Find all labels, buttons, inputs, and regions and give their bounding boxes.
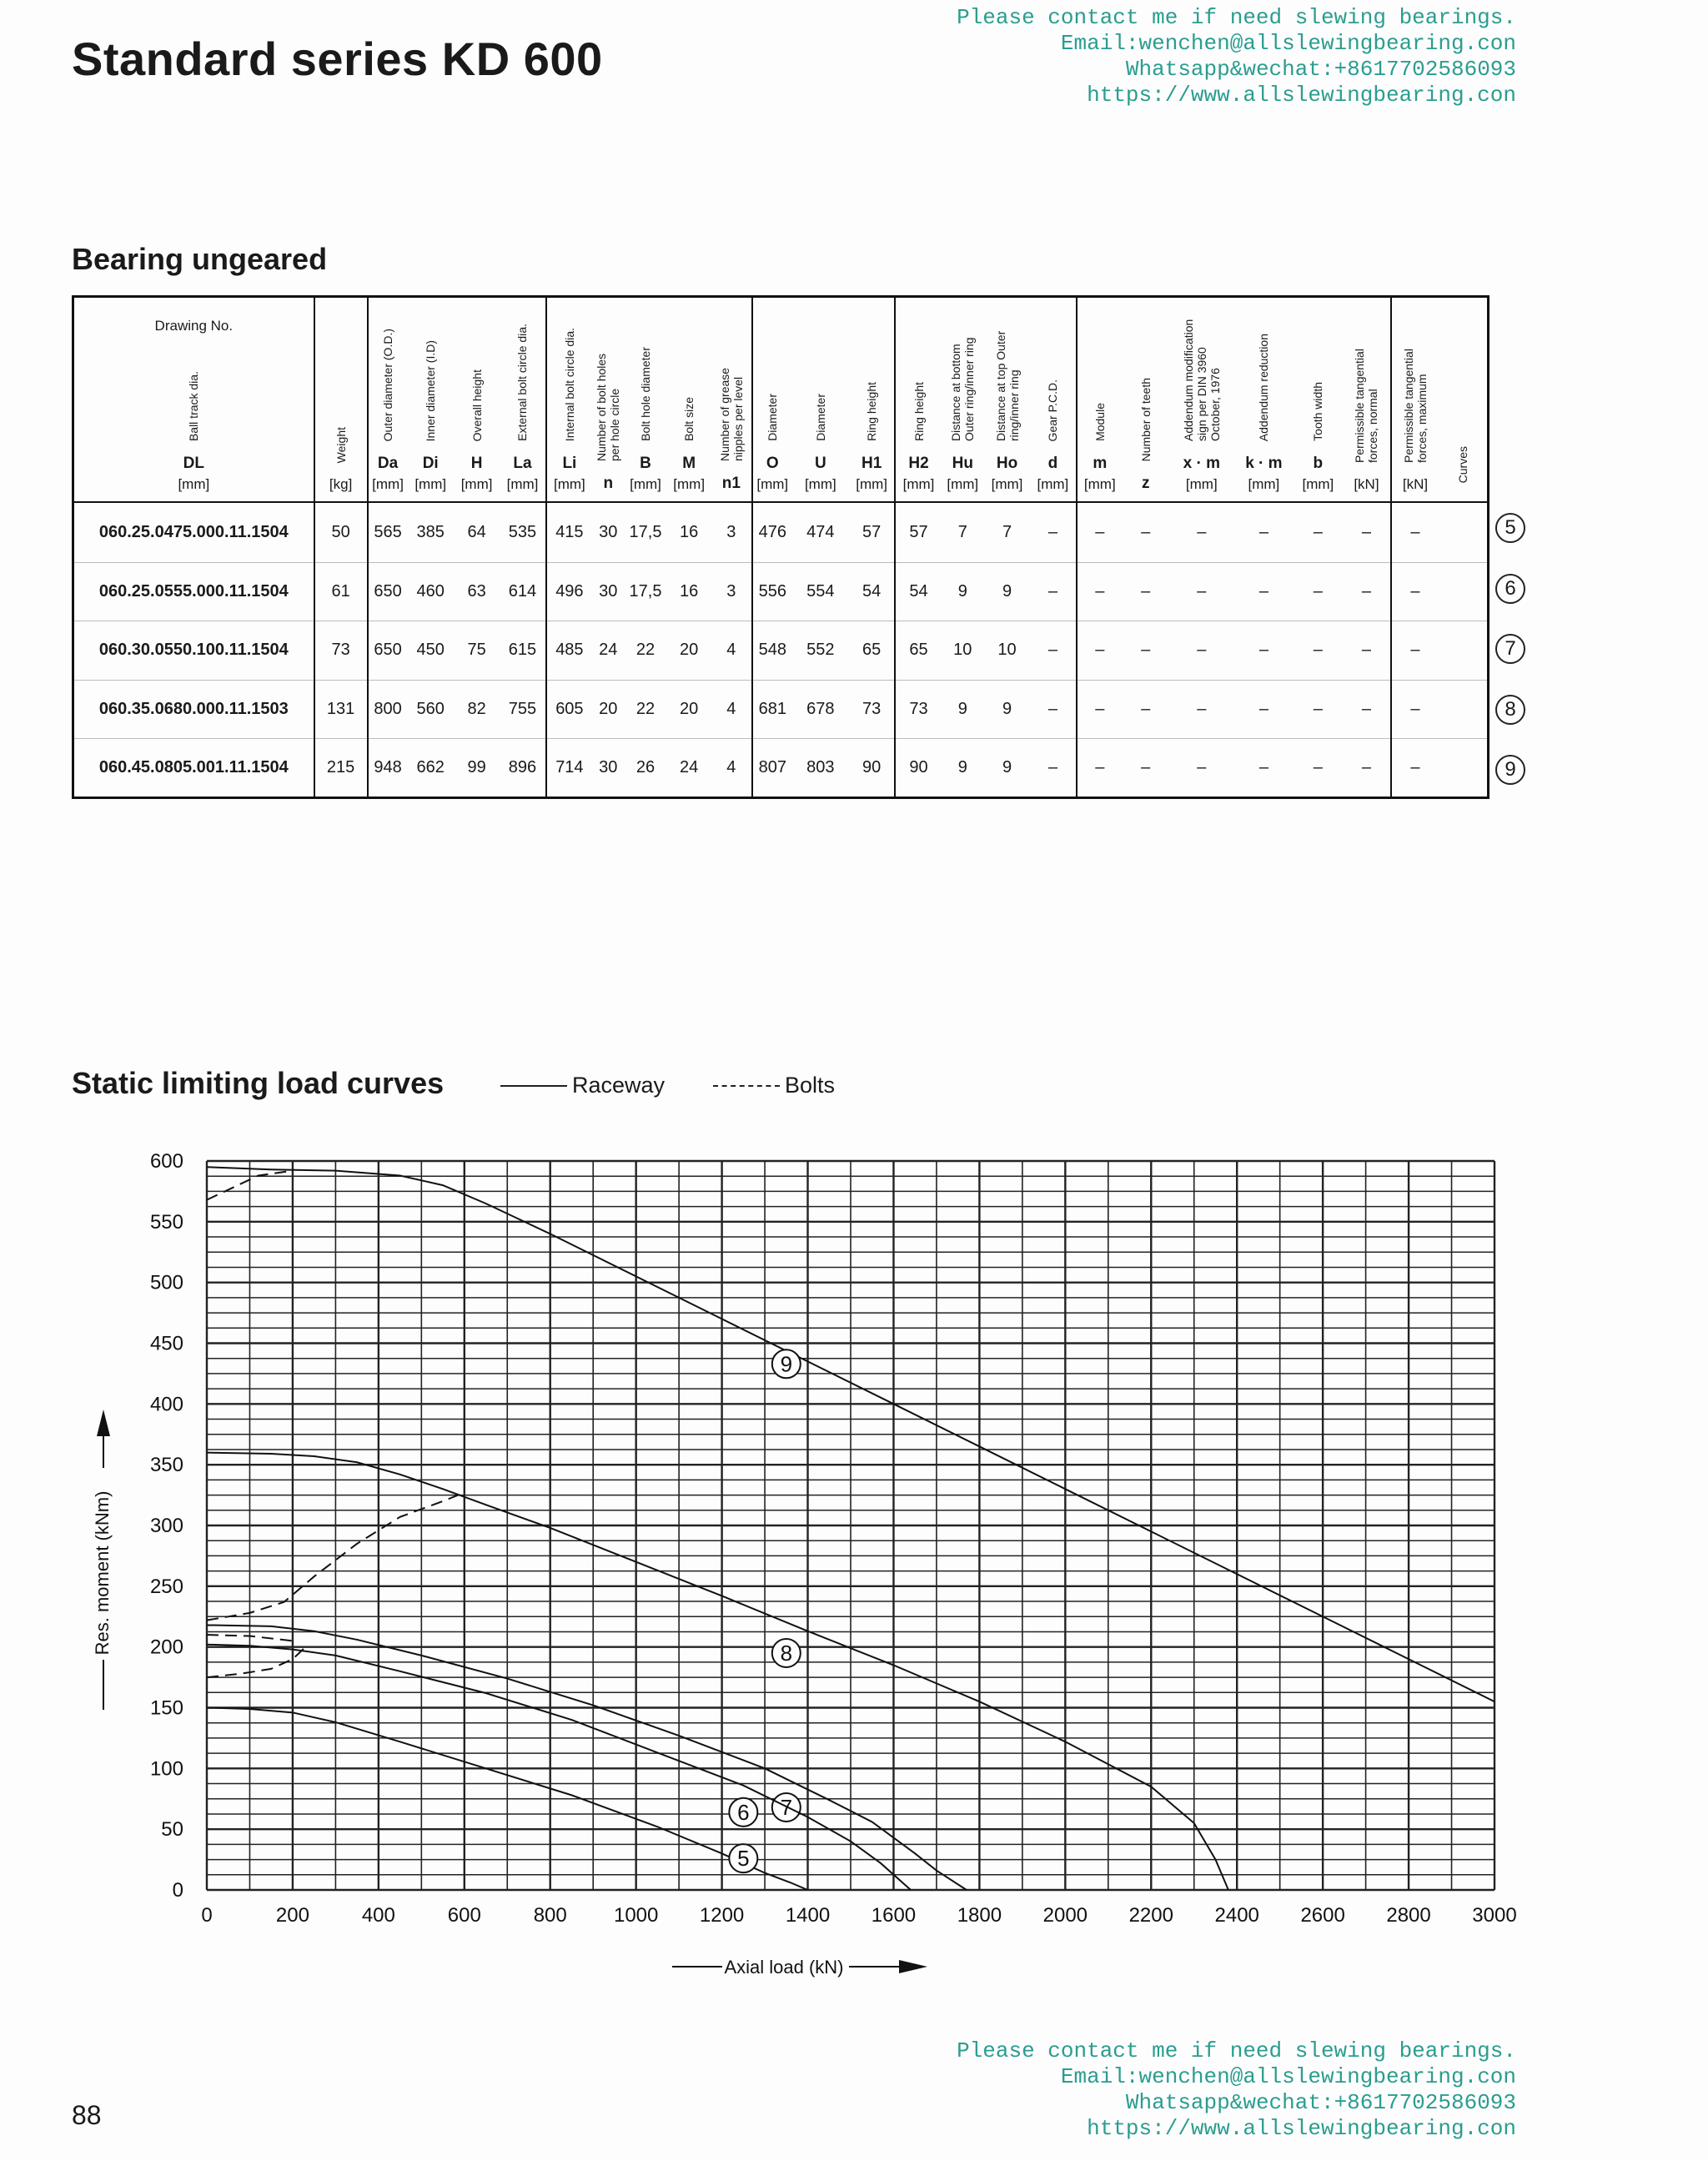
column-label: Ball track dia. <box>187 370 201 441</box>
contact-email: Email:wenchen@allslewingbearing.con <box>1060 31 1516 56</box>
contact-line: Please contact me if need slewing bearings. <box>957 2038 1516 2063</box>
y-tick-label: 50 <box>161 1818 183 1842</box>
table-cell: – <box>1168 502 1234 562</box>
column-symbol: x · m <box>1183 455 1220 472</box>
column-label: Inner diameter (I.D) <box>424 339 438 441</box>
table-cell: – <box>1197 758 1207 777</box>
table-cell: – <box>1234 621 1293 681</box>
x-tick-label: 2000 <box>1042 1904 1088 1927</box>
column-unit: [mm] <box>553 476 585 492</box>
x-tick-label: 1000 <box>613 1904 659 1927</box>
drawing-number: 060.25.0555.000.11.1504 <box>74 562 314 621</box>
column-label: Bolt size <box>682 397 696 441</box>
table-cell: – <box>1077 680 1123 739</box>
drawing-number: 060.35.0680.000.11.1503 <box>74 680 314 739</box>
column-label: Outer diameter (O.D.) <box>381 328 395 441</box>
x-tick-label: 600 <box>447 1904 481 1927</box>
curve-5-label: 5 <box>737 1846 750 1872</box>
legend-bolts-label: Bolts <box>785 1073 836 1098</box>
table-cell: 714 <box>546 739 592 797</box>
table-cell: 807 <box>752 739 792 797</box>
column-symbol: H1 <box>861 455 882 472</box>
x-tick-label: 400 <box>361 1904 395 1927</box>
table-cell: – <box>1047 758 1057 777</box>
table-cell: – <box>1313 758 1323 777</box>
table-section-title: Bearing ungeared <box>72 242 328 276</box>
curve-8-raceway <box>207 1453 1228 1890</box>
y-tick-label: 250 <box>149 1575 183 1598</box>
table-cell: – <box>1391 502 1439 562</box>
column-unit: [mm] <box>630 476 661 492</box>
y-tick-label: 100 <box>149 1757 183 1781</box>
column-label: Number of teeth <box>1138 377 1153 461</box>
table-cell: 4 <box>711 680 752 739</box>
table-cell: 131 <box>314 680 368 739</box>
x-axis-label: Axial load (kN) <box>724 1957 844 1978</box>
column-label: Distance at bottom Outer ring/inner ring <box>949 337 977 441</box>
table-cell: 24 <box>592 621 624 681</box>
column-symbol: O <box>766 455 779 472</box>
table-cell: 64 <box>454 502 500 562</box>
table-cell: 20 <box>667 621 711 681</box>
x-tick-label: 0 <box>201 1904 213 1927</box>
table-cell: – <box>1361 758 1372 777</box>
table-cell: – <box>1294 502 1344 562</box>
column-symbol: m <box>1093 455 1108 472</box>
column-symbol: DL <box>183 455 204 472</box>
curve-7-raceway <box>207 1625 967 1890</box>
table-cell: – <box>1391 739 1439 797</box>
curve-number-marker: 7 <box>1495 634 1525 664</box>
table-cell: – <box>1077 562 1123 621</box>
column-unit: [mm] <box>1037 476 1069 492</box>
table-cell: 556 <box>752 562 792 621</box>
y-axis-label: Res. moment (kNm) <box>92 1490 113 1656</box>
column-label: Bolt hole diameter <box>638 347 652 441</box>
table-cell: 54 <box>849 562 895 621</box>
table-cell: 17,5 <box>624 562 666 621</box>
contact-url: https://www.allslewingbearing.con <box>1087 2116 1516 2141</box>
table-cell: 535 <box>500 502 545 562</box>
table-cell: 4 <box>711 621 752 681</box>
table-cell: – <box>1234 562 1293 621</box>
y-tick-label: 500 <box>149 1271 183 1294</box>
table-cell: – <box>1168 621 1234 681</box>
table-cell: – <box>1030 502 1076 562</box>
column-symbol: d <box>1047 455 1058 472</box>
column-label: Overall height <box>470 369 484 441</box>
table-cell: 22 <box>624 680 666 739</box>
column-symbol: La <box>513 455 532 472</box>
table-cell: 415 <box>546 502 592 562</box>
column-unit: [mm] <box>372 476 404 492</box>
x-tick-label: 2400 <box>1214 1904 1259 1927</box>
table-cell: – <box>1343 562 1391 621</box>
column-label: Tooth width <box>1311 382 1325 441</box>
column-label: External bolt circle dia. <box>515 324 530 441</box>
x-axis-arrow-head <box>899 1960 927 1973</box>
contact-info-bottom <box>957 2038 1516 2142</box>
table-cell: 948 <box>368 739 408 797</box>
table-cell: – <box>1391 621 1439 681</box>
column-symbol: b <box>1313 455 1324 472</box>
table-cell: 10 <box>942 621 984 681</box>
table-cell: 82 <box>454 680 500 739</box>
table-cell: 4 <box>726 758 736 777</box>
table-cell: – <box>1234 680 1293 739</box>
table-cell: 7 <box>984 502 1030 562</box>
y-tick-label: 300 <box>149 1515 183 1537</box>
table-cell: 99 <box>467 758 486 777</box>
table-cell: 65 <box>895 621 941 681</box>
column-symbol: Hu <box>952 455 973 472</box>
table-cell: 9 <box>942 562 984 621</box>
legend-raceway-label: Raceway <box>572 1073 666 1098</box>
table-cell: 678 <box>792 680 849 739</box>
table-cell: 73 <box>895 680 941 739</box>
column-unit: [kN] <box>1354 476 1379 492</box>
table-cell: 30 <box>599 758 618 777</box>
table-cell: – <box>1343 680 1391 739</box>
y-tick-label: 550 <box>149 1210 183 1234</box>
table-cell: 75 <box>454 621 500 681</box>
x-tick-label: 800 <box>533 1904 567 1927</box>
table-cell: – <box>1234 502 1293 562</box>
table-cell: 9 <box>984 562 1030 621</box>
table-cell: – <box>1168 562 1234 621</box>
column-unit: [mm] <box>673 476 706 492</box>
table-cell: – <box>1030 680 1076 739</box>
table-cell: 30 <box>592 562 624 621</box>
table-cell: – <box>1123 621 1168 681</box>
column-symbol: z <box>1141 475 1150 492</box>
column-label: Permissible tangential forces, normal <box>1353 349 1380 463</box>
y-tick-label: 0 <box>172 1879 183 1902</box>
table-cell: 662 <box>416 758 445 777</box>
curve-number-marker: 5 <box>1495 513 1525 543</box>
y-tick-label: 400 <box>149 1393 183 1416</box>
column-label: Distance at top Outer ring/inner ring <box>993 330 1021 441</box>
table-cell: 681 <box>752 680 792 739</box>
table-cell: – <box>1391 680 1439 739</box>
column-label: Module <box>1093 403 1107 441</box>
column-symbol: n1 <box>721 475 741 492</box>
table-cell: – <box>1030 621 1076 681</box>
column-unit: [mm] <box>178 476 210 492</box>
curve-6-raceway <box>207 1645 911 1890</box>
y-tick-label: 450 <box>149 1332 183 1355</box>
curve-8-label: 8 <box>780 1640 793 1666</box>
column-symbol: M <box>682 455 696 472</box>
y-tick-label: 150 <box>149 1696 183 1720</box>
table-cell: 20 <box>592 680 624 739</box>
table-cell: 450 <box>408 621 454 681</box>
column-label: Diameter <box>766 394 780 441</box>
x-tick-label: 1400 <box>785 1904 831 1927</box>
curve-7-label: 7 <box>780 1794 793 1820</box>
table-cell: – <box>1077 739 1123 797</box>
contact-url: https://www.allslewingbearing.con <box>1087 83 1516 108</box>
column-unit: [mm] <box>1248 476 1280 492</box>
column-label: Permissible tangential forces, maximum <box>1401 349 1429 463</box>
column-symbol: H2 <box>908 455 929 472</box>
table-cell: 605 <box>546 680 592 739</box>
table-cell: 650 <box>368 562 408 621</box>
column-label: Number of bolt holes per hole circle <box>595 353 622 461</box>
drawing-no-label: Drawing No. <box>154 318 234 334</box>
contact-phone: Whatsapp&wechat:+8617702586093 <box>1125 57 1516 82</box>
page-title: Standard series KD 600 <box>72 33 603 85</box>
column-label: Curves <box>1456 445 1470 483</box>
column-symbol: U <box>814 455 826 472</box>
table-cell: 460 <box>408 562 454 621</box>
table-cell: – <box>1077 621 1123 681</box>
column-unit: [mm] <box>506 476 539 492</box>
table-cell: 9 <box>984 680 1030 739</box>
table-cell: 385 <box>408 502 454 562</box>
table-cell: 215 <box>314 739 368 797</box>
curve-number-marker: 6 <box>1495 574 1525 604</box>
table-cell: – <box>1141 758 1151 777</box>
table-cell: 22 <box>624 621 666 681</box>
table-cell: 57 <box>849 502 895 562</box>
contact-email: Email:wenchen@allslewingbearing.con <box>1060 2064 1516 2089</box>
table-cell: 650 <box>368 621 408 681</box>
table-cell: 73 <box>849 680 895 739</box>
table-cell: 560 <box>408 680 454 739</box>
table-cell: 3 <box>711 562 752 621</box>
table-cell: 7 <box>942 502 984 562</box>
column-unit: [mm] <box>1302 476 1334 492</box>
table-cell: 554 <box>792 562 849 621</box>
table-cell: – <box>1343 502 1391 562</box>
table-cell: 565 <box>368 502 408 562</box>
x-tick-label: 2600 <box>1300 1904 1345 1927</box>
table-cell: – <box>1123 680 1168 739</box>
drawing-number: 060.30.0550.100.11.1504 <box>74 621 314 681</box>
table-cell: – <box>1294 680 1344 739</box>
table-cell: 57 <box>895 502 941 562</box>
x-tick-label: 3000 <box>1472 1904 1517 1927</box>
table-cell: 476 <box>752 502 792 562</box>
column-unit: [mm] <box>1185 476 1218 492</box>
column-unit: [mm] <box>856 476 887 492</box>
table-cell: 10 <box>984 621 1030 681</box>
table-cell: 9 <box>942 680 984 739</box>
table-cell: – <box>1123 562 1168 621</box>
column-unit: [mm] <box>991 476 1023 492</box>
column-label: Internal bolt circle dia. <box>562 327 576 441</box>
table-cell: 90 <box>862 758 882 777</box>
column-unit: [mm] <box>460 476 493 492</box>
column-symbol: Li <box>562 455 577 472</box>
column-unit: [mm] <box>902 476 935 492</box>
column-unit: [mm] <box>756 476 789 492</box>
table-cell: 90 <box>895 739 941 797</box>
y-tick-label: 350 <box>149 1454 183 1477</box>
contact-phone: Whatsapp&wechat:+8617702586093 <box>1125 2090 1516 2115</box>
table-cell: 26 <box>635 758 656 777</box>
page-number: 88 <box>72 2100 102 2130</box>
table-cell: 552 <box>792 621 849 681</box>
contact-line: Please contact me if need slewing bearings. <box>957 5 1516 30</box>
column-unit: [mm] <box>804 476 836 492</box>
y-tick-label: 200 <box>149 1636 183 1659</box>
column-label: Addendum modification sign per DIN 3960 October, 1976 <box>1181 319 1222 441</box>
table-cell: 800 <box>368 680 408 739</box>
table-cell: – <box>1391 562 1439 621</box>
table-cell: 16 <box>667 502 711 562</box>
x-tick-label: 1600 <box>871 1904 917 1927</box>
table-cell: 896 <box>508 758 537 777</box>
column-symbol: Di <box>422 455 439 472</box>
table-cell: – <box>1030 562 1076 621</box>
x-tick-label: 2800 <box>1386 1904 1431 1927</box>
x-tick-label: 200 <box>275 1904 309 1927</box>
column-symbol: Da <box>377 455 399 472</box>
curve-6-label: 6 <box>737 1799 750 1825</box>
column-unit: [mm] <box>1083 476 1116 492</box>
column-unit: [mm] <box>414 476 447 492</box>
table-cell: 496 <box>546 562 592 621</box>
column-label: Weight <box>334 426 348 463</box>
table-cell: 54 <box>895 562 941 621</box>
x-tick-label: 2200 <box>1128 1904 1173 1927</box>
x-tick-label: 1200 <box>699 1904 745 1927</box>
column-unit: [mm] <box>947 476 979 492</box>
table-cell: – <box>1123 502 1168 562</box>
curve-number-marker: 8 <box>1495 695 1525 725</box>
column-label: Ring height <box>865 382 879 441</box>
column-label: Ring height <box>912 382 926 441</box>
table-cell: – <box>1343 621 1391 681</box>
column-symbol: Ho <box>996 455 1018 472</box>
y-tick-label: 600 <box>149 1150 183 1173</box>
table-cell: 755 <box>500 680 545 739</box>
column-symbol: k · m <box>1245 455 1283 472</box>
drawing-number: 060.25.0475.000.11.1504 <box>74 502 314 562</box>
column-label: Gear P.C.D. <box>1046 379 1060 441</box>
table-cell: 9 <box>957 758 967 777</box>
curve-9-label: 9 <box>780 1351 793 1377</box>
table-cell: 30 <box>592 502 624 562</box>
curve-number-marker: 9 <box>1495 755 1525 785</box>
table-cell: – <box>1294 562 1344 621</box>
column-symbol: n <box>603 475 614 492</box>
table-cell: 73 <box>314 621 368 681</box>
table-cell: 63 <box>454 562 500 621</box>
column-symbol: B <box>640 455 651 472</box>
table-cell: 16 <box>667 562 711 621</box>
table-cell: – <box>1168 680 1234 739</box>
x-tick-label: 1800 <box>957 1904 1002 1927</box>
table-cell: 615 <box>500 621 545 681</box>
column-unit: [kg] <box>329 476 353 492</box>
table-cell: 20 <box>667 680 711 739</box>
table-cell: 65 <box>849 621 895 681</box>
table-cell: 9 <box>1002 758 1012 777</box>
table-cell: – <box>1077 502 1123 562</box>
column-label: Number of grease nipples per level <box>717 367 745 461</box>
column-unit: [kN] <box>1402 476 1429 492</box>
table-cell: 803 <box>806 758 835 777</box>
table-cell: 614 <box>500 562 545 621</box>
table-cell: 548 <box>752 621 792 681</box>
column-label: Diameter <box>813 394 827 441</box>
table-cell: 485 <box>546 621 592 681</box>
table-cell: 61 <box>314 562 368 621</box>
table-cell: 3 <box>711 502 752 562</box>
table-cell: 17,5 <box>624 502 666 562</box>
column-symbol: H <box>470 455 483 472</box>
column-label: Addendum reduction <box>1257 333 1271 441</box>
table-cell: 24 <box>680 758 699 777</box>
y-axis-arrow-head <box>97 1410 110 1436</box>
table-cell: – <box>1258 758 1268 777</box>
table-cell: 474 <box>792 502 849 562</box>
chart-section-title: Static limiting load curves <box>72 1066 445 1100</box>
table-cell: – <box>1294 621 1344 681</box>
drawing-number: 060.45.0805.001.11.1504 <box>98 758 289 777</box>
table-cell: 50 <box>314 502 368 562</box>
